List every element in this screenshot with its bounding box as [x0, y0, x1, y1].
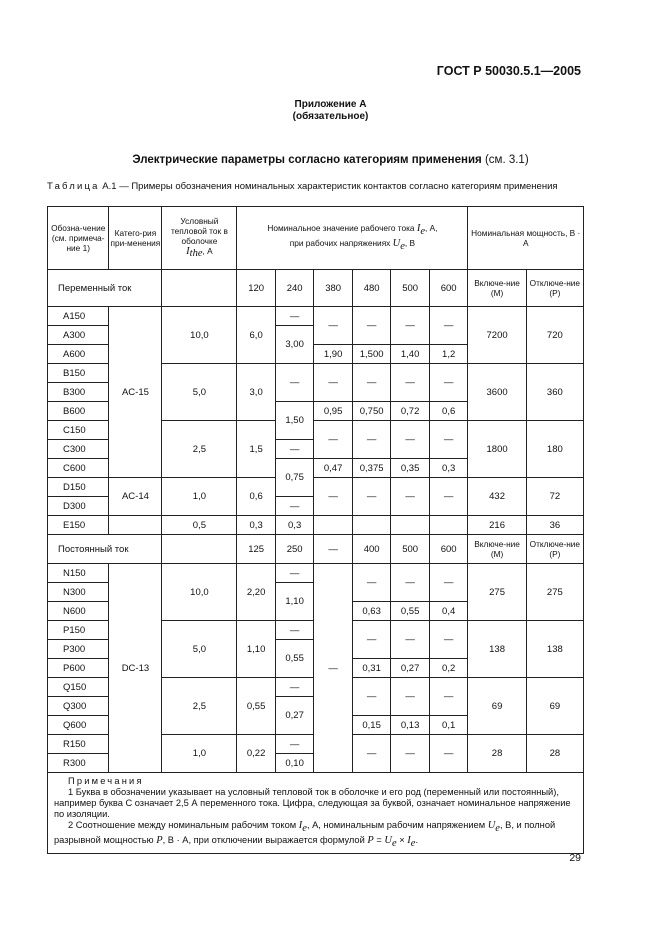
v480-cell: 0,375 [352, 459, 391, 478]
header-designation: Обозна-чение (см. примеча-ние 1) [48, 207, 109, 270]
power-make-cell: 216 [468, 516, 526, 535]
v600-cell: — [429, 735, 468, 773]
thermal-label: Условный тепловой ток в оболочке [170, 215, 228, 246]
v500-cell: 0,13 [391, 716, 430, 735]
standard-number: ГОСТ Р 50030.5.1—2005 [436, 64, 581, 78]
power-break-cell: 72 [526, 478, 583, 516]
v500-cell: — [391, 564, 430, 602]
v120-cell: 0,3 [237, 516, 276, 535]
note-2-part-d: , В · А, при отключении выражается формулой [162, 834, 365, 845]
v600-cell: — [429, 421, 468, 459]
formula-u: U [384, 834, 392, 846]
v600-cell: — [429, 678, 468, 716]
power-make-cell: 1800 [468, 421, 526, 478]
current-label: Номинальное значение рабочего тока [267, 223, 415, 234]
v125-cell: 0,55 [237, 678, 276, 735]
thermal-unit: , А [202, 245, 213, 256]
ith-cell: 1,0 [162, 735, 237, 773]
power-break-cell: 180 [526, 421, 583, 478]
code-c150: C150 [48, 421, 109, 440]
v480-cell: — [352, 478, 391, 516]
appendix-status: (обязательное) [292, 111, 369, 122]
v500-cell: — [391, 478, 430, 516]
formula-p: P [367, 834, 374, 846]
section-title [0, 154, 661, 166]
code-d150: D150 [48, 478, 109, 497]
dc-voltage-dash: — [314, 535, 353, 564]
v120-cell: 1,5 [237, 421, 276, 478]
v500-cell: 1,40 [391, 345, 430, 364]
dc-make-header: Включе-ние (М) [468, 535, 526, 564]
thermal-symbol: I [186, 245, 190, 257]
v240-cell: 0,3 [275, 516, 314, 535]
page-number: 29 [569, 852, 581, 864]
formula-i: I [407, 834, 411, 846]
header-operating-current [237, 207, 468, 270]
table-row [48, 478, 584, 497]
section-ref: (см. 3.1) [484, 154, 529, 166]
v400-cell: — [352, 621, 391, 659]
v500-cell: — [391, 678, 430, 716]
code-a600: A600 [48, 345, 109, 364]
formula-i-sub: e [410, 837, 416, 849]
v240-cell: 3,00 [275, 326, 314, 364]
v480-cell: 0,750 [352, 402, 391, 421]
v600-cell: — [429, 621, 468, 659]
v500-cell: — [391, 735, 430, 773]
v250-cell: — [275, 564, 314, 583]
header-row [48, 207, 584, 270]
v380-cell [314, 516, 353, 535]
v500-cell [391, 516, 430, 535]
current-symbol: I [416, 223, 421, 235]
v250-cell: — [275, 621, 314, 640]
v500-cell: — [391, 621, 430, 659]
code-b600: B600 [48, 402, 109, 421]
ac-subheader-row [48, 270, 584, 307]
power-make-cell: 138 [468, 621, 526, 678]
v480-cell: — [352, 307, 391, 345]
code-q300: Q300 [48, 697, 109, 716]
code-n150: N150 [48, 564, 109, 583]
v480-cell: 1,500 [352, 345, 391, 364]
ac-empty-cell [162, 270, 237, 307]
v240-cell: — [275, 364, 314, 402]
v400-cell: 0,15 [352, 716, 391, 735]
v380-cell: 0,95 [314, 402, 353, 421]
power-make-cell: 3600 [468, 364, 526, 421]
v380-cell: — [314, 307, 353, 345]
ac-label: Переменный ток [48, 270, 162, 307]
v600-cell: 0,1 [429, 716, 468, 735]
v240-cell: — [275, 497, 314, 516]
v500-cell: — [391, 307, 430, 345]
category-empty [109, 516, 162, 535]
code-d300: D300 [48, 497, 109, 516]
sym-ie-sub: e [302, 822, 307, 834]
code-r300: R300 [48, 754, 109, 773]
current-unit: , А, [425, 223, 438, 234]
v600-cell: — [429, 564, 468, 602]
code-n300: N300 [48, 583, 109, 602]
v120-cell: 3,0 [237, 364, 276, 421]
code-p600: P600 [48, 659, 109, 678]
ac-voltage-480: 480 [352, 270, 391, 307]
caption-text: А.1 — Примеры обозначения номинальных характеристик контактов согласно категориям применения [102, 181, 558, 192]
code-b150: B150 [48, 364, 109, 383]
category-dc13: DC-13 [109, 564, 162, 773]
v600-cell: 1,2 [429, 345, 468, 364]
notes-title: Примечания [68, 776, 144, 786]
ith-cell: 0,5 [162, 516, 237, 535]
notes-row [48, 773, 584, 854]
sym-p: P [156, 834, 163, 846]
note-2-part-a: 2 Соотношение между номинальным рабочим током [68, 820, 297, 830]
code-q600: Q600 [48, 716, 109, 735]
header-thermal-current [162, 207, 237, 270]
thermal-subscript: the [189, 248, 203, 260]
code-b300: B300 [48, 383, 109, 402]
v400-cell: 0,63 [352, 602, 391, 621]
v240-cell: — [275, 307, 314, 326]
note-2 [54, 820, 577, 850]
note-2-part-b: , А, номинальным рабочим напряжением [306, 820, 486, 830]
v500-cell: — [391, 364, 430, 402]
ac-voltage-240: 240 [275, 270, 314, 307]
code-a300: A300 [48, 326, 109, 345]
voltage-unit: , В [404, 238, 416, 248]
table-row [48, 516, 584, 535]
formula-u-sub: e [392, 837, 397, 849]
formula-eq: = [373, 834, 385, 845]
v240-cell: 1,50 [275, 402, 314, 440]
power-make-cell: 28 [468, 735, 526, 773]
note-1: 1 Буква в обозначении указывает на условный тепловой ток в оболочке и его род (переменный или постоянный), например буква С означает 2,5 А переменного тока. Цифра, следующая за буквой, означает номинальное напряжение по изоляции. [54, 787, 571, 819]
power-make-cell: 275 [468, 564, 526, 621]
dc-voltage-600: 600 [429, 535, 468, 564]
appendix-title: Приложение А [294, 99, 367, 110]
v500-cell: — [391, 421, 430, 459]
code-p300: P300 [48, 640, 109, 659]
power-make-cell: 432 [468, 478, 526, 516]
ith-cell: 2,5 [162, 421, 237, 478]
dc-empty-cell [162, 535, 237, 564]
v600-cell: 0,6 [429, 402, 468, 421]
sym-ie: I [298, 820, 303, 831]
v600-cell: 0,2 [429, 659, 468, 678]
code-a150: A150 [48, 307, 109, 326]
power-make-cell: 69 [468, 678, 526, 735]
table-row [48, 307, 584, 326]
v480-cell: — [352, 364, 391, 402]
code-q150: Q150 [48, 678, 109, 697]
ratings-table [47, 206, 584, 854]
power-make-cell: 7200 [468, 307, 526, 364]
voltage-label: при рабочих напряжениях [289, 238, 391, 248]
ac-voltage-120: 120 [237, 270, 276, 307]
notes-cell [48, 773, 584, 854]
ac-voltage-500: 500 [391, 270, 430, 307]
dc-voltage-125: 125 [237, 535, 276, 564]
v500-cell: 0,35 [391, 459, 430, 478]
v380-cell: 0,47 [314, 459, 353, 478]
v380-cell: — [314, 364, 353, 402]
v400-cell: — [352, 735, 391, 773]
power-break-cell: 28 [526, 735, 583, 773]
voltage-subscript: e [400, 240, 405, 252]
v125-cell: 2,20 [237, 564, 276, 621]
category-ac15: AC-15 [109, 307, 162, 478]
v600-cell: 0,4 [429, 602, 468, 621]
dc-voltage-400: 400 [352, 535, 391, 564]
v240-cell: 0,75 [275, 459, 314, 497]
v600-cell [429, 516, 468, 535]
v600-cell: 0,3 [429, 459, 468, 478]
v250-cell: 0,27 [275, 697, 314, 735]
code-e150: E150 [48, 516, 109, 535]
ith-cell: 5,0 [162, 621, 237, 678]
v600-cell: — [429, 307, 468, 345]
note-2-part-c: , В, и полной разрывной мощностью [54, 820, 556, 845]
code-c600: C600 [48, 459, 109, 478]
sym-ue-sub: e [495, 822, 500, 834]
v240-cell: — [275, 440, 314, 459]
v400-cell: — [352, 678, 391, 716]
table-row [48, 564, 584, 583]
v500-cell: 0,27 [391, 659, 430, 678]
header-category: Катего-рия при-менения [109, 207, 162, 270]
header-power: Номинальная мощность, В · А [468, 207, 584, 270]
caption-word: Таблица [47, 181, 100, 192]
category-ac14: AC-14 [109, 478, 162, 516]
v400-cell: — [352, 564, 391, 602]
ac-break-header: Отключе-ние (Р) [526, 270, 583, 307]
v480-cell: — [352, 421, 391, 459]
v380-cell: — [314, 421, 353, 459]
ith-cell: 1,0 [162, 478, 237, 516]
v500-cell: 0,55 [391, 602, 430, 621]
formula-end: . [415, 834, 419, 845]
v380-cell: — [314, 478, 353, 516]
power-break-cell: 360 [526, 364, 583, 421]
dc-voltage-250: 250 [275, 535, 314, 564]
v250-cell: 0,55 [275, 640, 314, 678]
code-n600: N600 [48, 602, 109, 621]
formula-times: × [396, 834, 408, 845]
v250-cell: — [275, 678, 314, 697]
v120-cell: 6,0 [237, 307, 276, 364]
v125-cell: 0,22 [237, 735, 276, 773]
current-subscript: e [420, 226, 426, 237]
v380-cell: 1,90 [314, 345, 353, 364]
code-p150: P150 [48, 621, 109, 640]
v480-cell [352, 516, 391, 535]
v-dash-column: — [314, 564, 353, 773]
power-break-cell: 69 [526, 678, 583, 735]
code-c300: C300 [48, 440, 109, 459]
ith-cell: 5,0 [162, 364, 237, 421]
v250-cell: 0,10 [275, 754, 314, 773]
voltage-symbol: U [392, 238, 401, 249]
section-title-text: Электрические параметры согласно категориям применения [132, 154, 482, 166]
ac-make-header: Включе-ние (М) [468, 270, 526, 307]
ac-voltage-600: 600 [429, 270, 468, 307]
dc-voltage-500: 500 [391, 535, 430, 564]
v400-cell: 0,31 [352, 659, 391, 678]
ac-voltage-380: 380 [314, 270, 353, 307]
power-break-cell: 720 [526, 307, 583, 364]
power-break-cell: 36 [526, 516, 583, 535]
v600-cell: — [429, 364, 468, 402]
table-caption [47, 181, 587, 192]
v500-cell: 0,72 [391, 402, 430, 421]
dc-label: Постоянный ток [48, 535, 162, 564]
ith-cell: 10,0 [162, 564, 237, 621]
sym-ue: U [487, 820, 496, 831]
dc-subheader-row [48, 535, 584, 564]
power-break-cell: 275 [526, 564, 583, 621]
power-break-cell: 138 [526, 621, 583, 678]
dc-break-header: Отключе-ние (Р) [526, 535, 583, 564]
v125-cell: 1,10 [237, 621, 276, 678]
v600-cell: — [429, 478, 468, 516]
ith-cell: 10,0 [162, 307, 237, 364]
v120-cell: 0,6 [237, 478, 276, 516]
v250-cell: 1,10 [275, 583, 314, 621]
code-r150: R150 [48, 735, 109, 754]
v250-cell: — [275, 735, 314, 754]
ith-cell: 2,5 [162, 678, 237, 735]
